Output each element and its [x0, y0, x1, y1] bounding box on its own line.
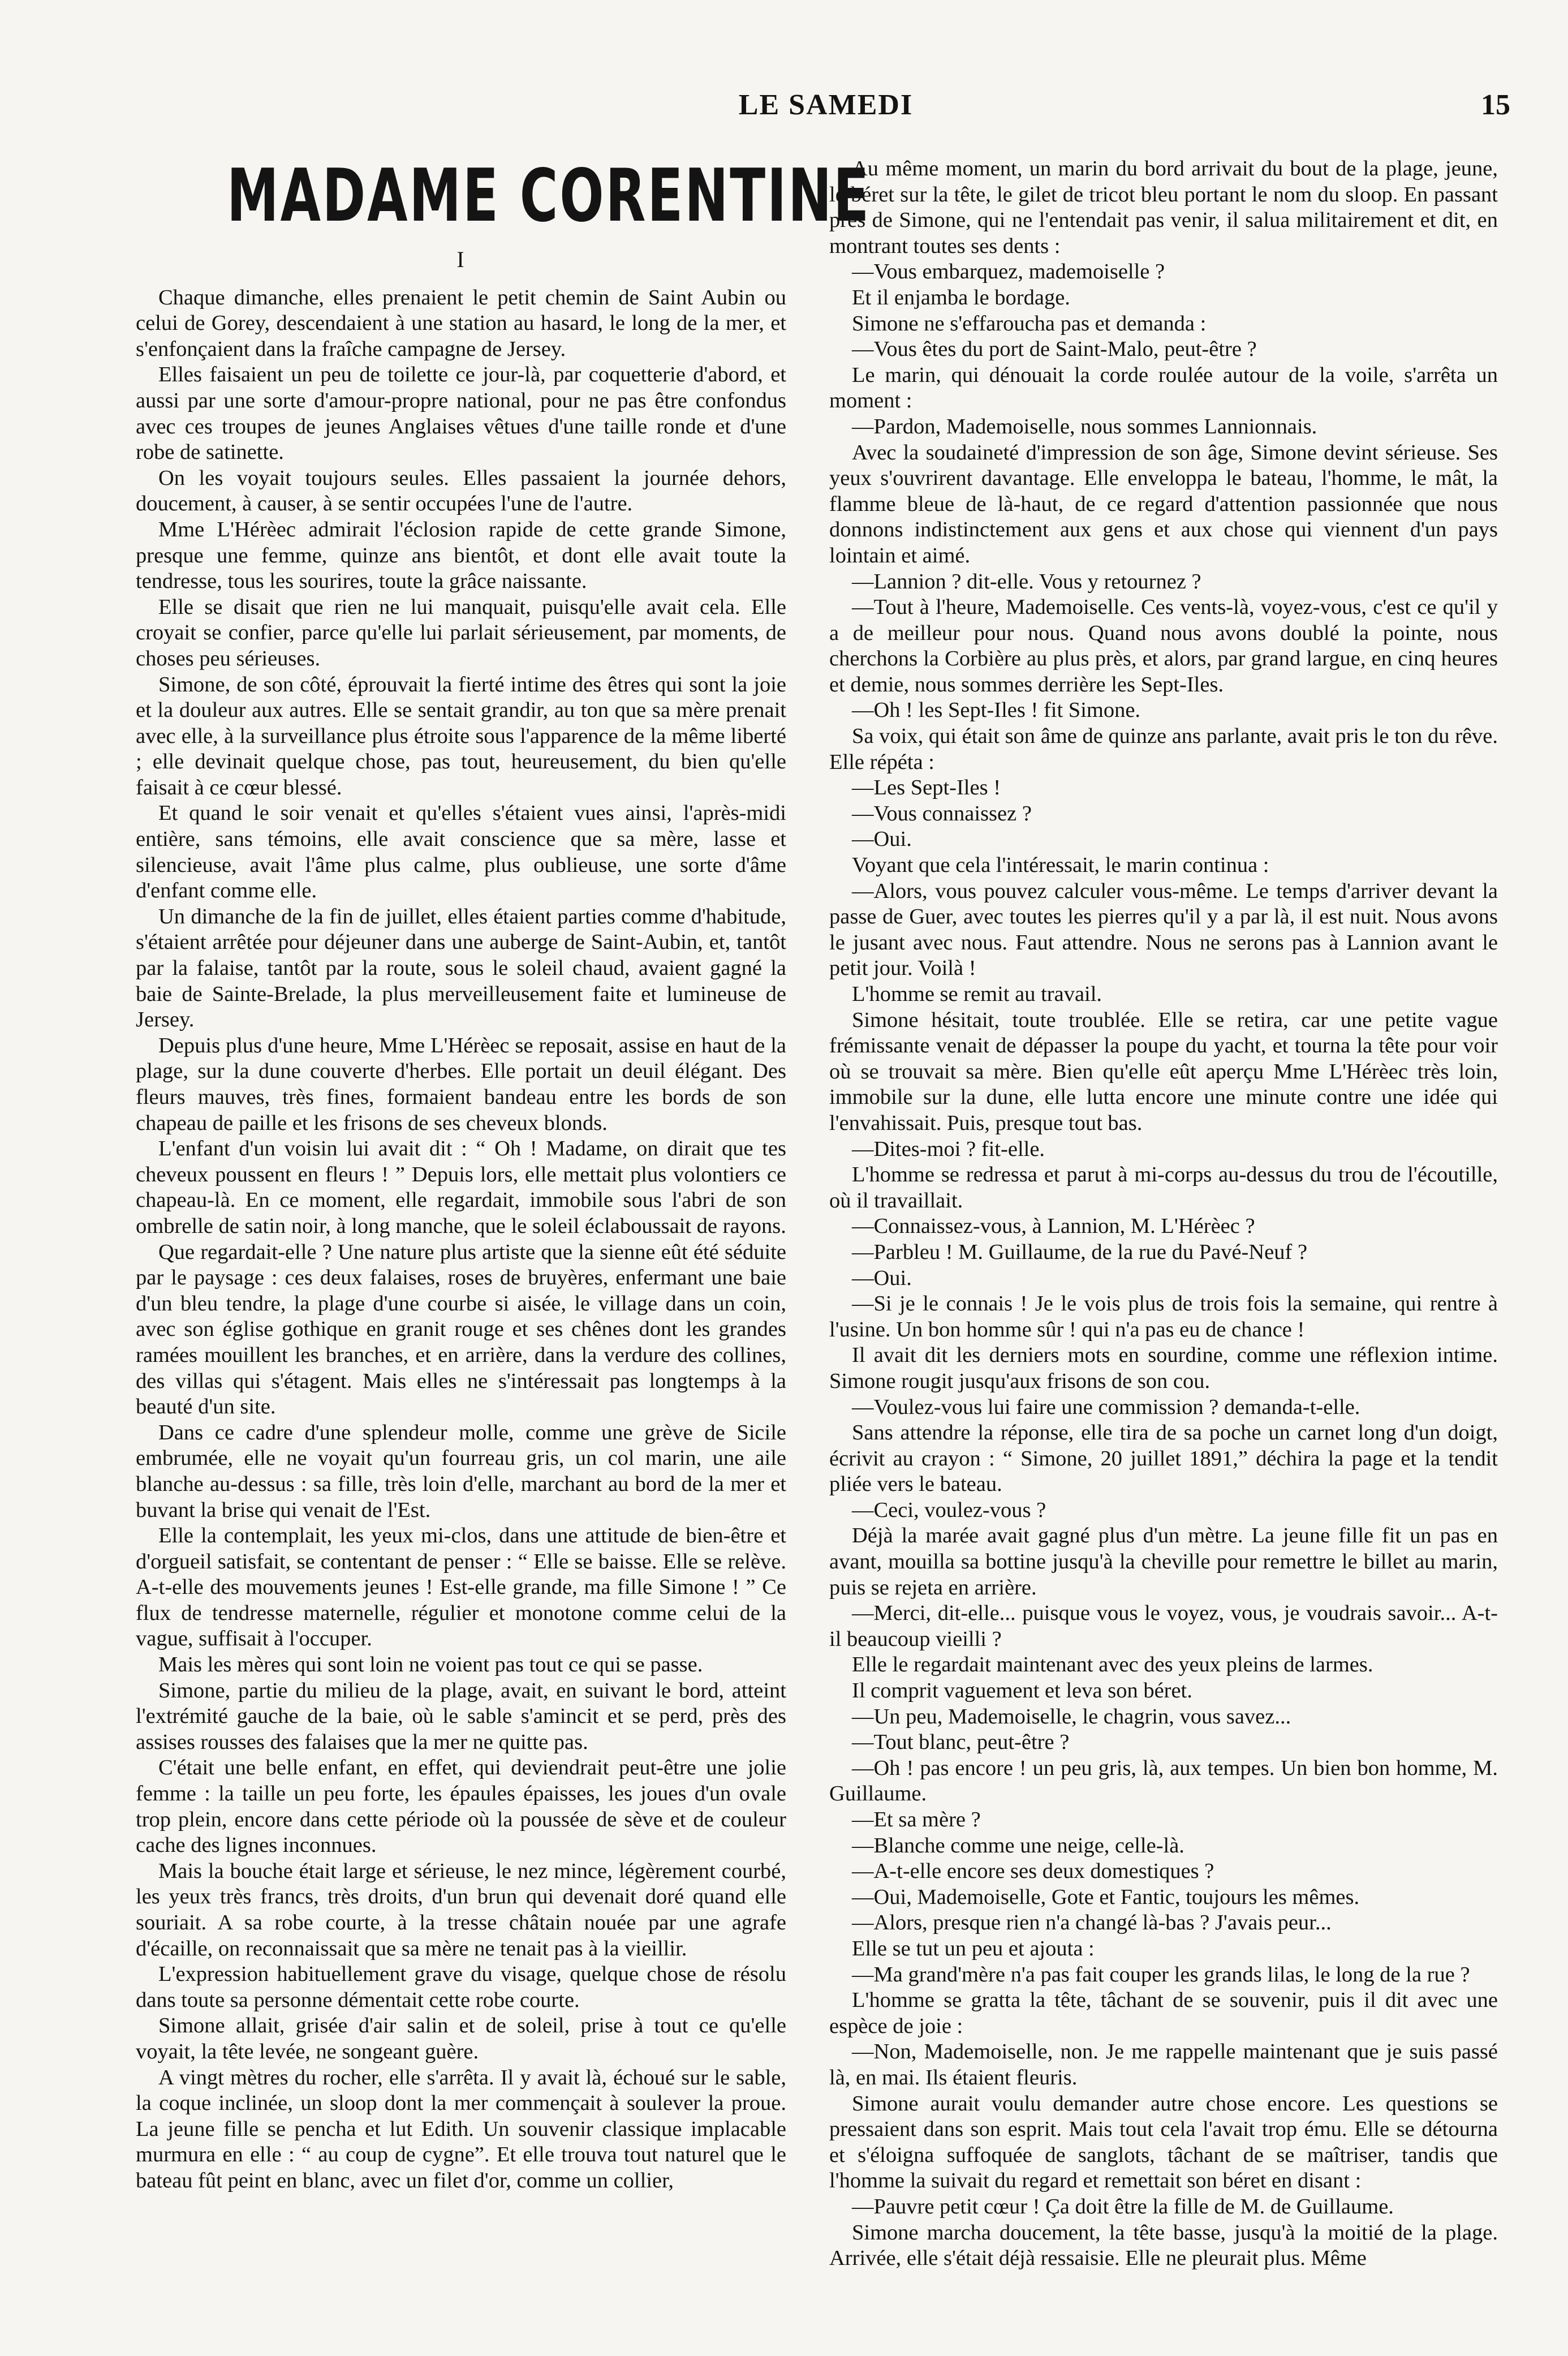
paragraph: Elle se tut un peu et ajouta : [852, 1936, 1095, 1961]
paragraph: —Non, Mademoiselle, non. Je me rappelle maintenant que je suis passé là, en mai. Ils étaient fleuris. [829, 2040, 1498, 2090]
paragraph: Mme L'Hérèec admirait l'éclosion rapide de cette grande Simone, presque une femme, quinze ans bientôt, et dont elle avait toute la tendresse, tous les sourires, toute la grâce naissante. [136, 517, 786, 594]
paragraph: —A-t-elle encore ses deux domestiques ? [852, 1859, 1214, 1884]
paragraph: Simone allait, grisée d'air salin et de soleil, prise à tout ce qu'elle voyait, la tête levée, ne songeant guère. [136, 2014, 786, 2063]
paragraph: Elle se disait que rien ne lui manquait, puisqu'elle avait cela. Elle croyait se confier, parce qu'elle lui parlait sérieusement, par moments, de choses peu sérieuses. [136, 595, 786, 670]
paragraph: —Pauvre petit cœur ! Ça doit être la fille de M. de Guillaume. [852, 2194, 1394, 2219]
paragraph: L'homme se remit au travail. [852, 982, 1102, 1006]
paragraph: Mais les mères qui sont loin ne voient pas tout ce qui se passe. [158, 1653, 703, 1677]
paragraph: —Connaissez-vous, à Lannion, M. L'Hérèec ? [852, 1214, 1255, 1239]
paragraph: —Oui. [852, 827, 912, 852]
paragraph: Simone, partie du milieu de la plage, avait, en suivant le bord, atteint l'extrémité gauche de la baie, où le sable s'amincit et se perd, près des assises rousses des falaises que la mer ne quitte pas. [136, 1678, 786, 1754]
paragraph: —Blanche comme une neige, celle-là. [852, 1833, 1184, 1858]
paragraph: —Oh ! pas encore ! un peu gris, là, aux tempes. Un bien bon homme, M. Guillaume. [829, 1756, 1498, 1806]
paragraph: Elle le regardait maintenant avec des yeux pleins de larmes. [852, 1653, 1373, 1677]
story-title: MADAME CORENTINE [226, 154, 871, 238]
paragraph: —Oui, Mademoiselle, Gote et Fantic, toujours les mêmes. [852, 1885, 1360, 1909]
paragraph: L'expression habituellement grave du visage, quelque chose de résolu dans toute sa personne démentait cette robe courte. [136, 1962, 786, 2012]
paragraph: —Tout à l'heure, Mademoiselle. Ces vents-là, voyez-vous, c'est ce qu'il y a de meilleur pour nous. Quand nous avons doublé la pointe, nous cherchons la Corbière au plus près, et alors, par grand largue, en cinq heures et demie, nous sommes derrière les Sept-Iles. [829, 595, 1498, 697]
paragraph: —Pardon, Mademoiselle, nous sommes Lannionnais. [852, 414, 1317, 438]
paragraph: Sa voix, qui était son âme de quinze ans parlante, avait pris le ton du rêve. Elle répéta : [829, 724, 1498, 774]
left-column [136, 153, 871, 2305]
paragraph: —Un peu, Mademoiselle, le chagrin, vous savez... [852, 1704, 1291, 1729]
page-number: 15 [1481, 89, 1510, 121]
paragraph: Dans ce cadre d'une splendeur molle, comme une grève de Sicile embrumée, elle ne voyait qu'un fourreau gris, un col marin, une aile blanche au-dessus : sa fille, très loin d'elle, marchant au bord de la mer et buvant la brise qui venait de l'Est. [136, 1420, 786, 1522]
paragraph: Depuis plus d'une heure, Mme L'Hérèec se reposait, assise en haut de la plage, sur la dune couverte d'herbes. Elle portait un deuil élégant. Des fleurs mauves, très fines, formaient bandeau entre les bords de son chapeau de paille et les frisons de ses cheveux blonds. [136, 1033, 786, 1135]
paragraph: Simone ne s'effaroucha pas et demanda : [852, 311, 1207, 336]
paragraph: —Vous embarquez, mademoiselle ? [852, 260, 1165, 284]
paragraph: A vingt mètres du rocher, elle s'arrêta. Il y avait là, échoué sur le sable, la coque inclinée, un sloop dont la mer commençait à soulever la proue. La jeune fille se pencha et lut Edith. Un souvenir classique implacable murmura en elle : “ au coup de cygne”. Et elle trouva tout naturel que le bateau fût peint en blanc, avec un filet d'or, comme un collier, [136, 2065, 786, 2192]
paragraph: L'homme se gratta la tête, tâchant de se souvenir, puis il dit avec une espèce de joie : [829, 1988, 1498, 2038]
paragraph: Simone marcha doucement, la tête basse, jusqu'à la moitié de la plage. Arrivée, elle s'était déjà ressaisie. Elle ne pleurait plus. Même [829, 2220, 1498, 2271]
paragraph: Et quand le soir venait et qu'elles s'étaient vues ainsi, l'après-midi entière, sans témoins, elle avait conscience que sa mère, lasse et silencieuse, avait l'âme plus calme, plus oublieuse, une sorte d'âme d'enfant comme elle. [136, 801, 786, 903]
paragraph: Sans attendre la réponse, elle tira de sa poche un carnet long d'un doigt, écrivit au crayon : “ Simone, 20 juillet 1891,” déchira la page et la tendit pliée vers le bateau. [829, 1421, 1498, 1497]
paragraph: —Alors, vous pouvez calculer vous-même. Le temps d'arriver devant la passe de Guer, avec toutes les pierres qu'il y a par là, il est nuit. Nous avons le jusant avec nous. Faut attendre. Nous ne serons pas à Lannion avant le petit jour. Voilà ! [829, 879, 1498, 981]
page-header [136, 85, 1516, 136]
paragraph: —Vous êtes du port de Saint-Malo, peut-être ? [852, 337, 1257, 362]
paragraph: Un dimanche de la fin de juillet, elles étaient parties comme d'habitude, s'étaient arrêtée pour déjeuner dans une auberge de Saint-Aubin, et, tantôt par la falaise, tantôt par la route, sous le soleil chaud, avaient gagné la baie de Sainte-Brelade, la plus merveilleusement faite et lumineuse de Jersey. [136, 904, 786, 1032]
paragraph: —Oh ! les Sept-Iles ! fit Simone. [852, 698, 1141, 723]
paragraph: Simone, de son côté, éprouvait la fierté intime des êtres qui sont la joie et la douleur aux autres. Elle se sentait grandir, au ton que sa mère prenait avec elle, à la surveillance plus étroite sous l'apparence de la même liberté ; elle devinait quelque chose, pas tout, heureusement, du bien qu'elle faisait à ce cœur blessé. [136, 672, 786, 799]
paragraph: —Voulez-vous lui faire une commission ? demanda-t-elle. [852, 1395, 1360, 1419]
chapter-number: I [456, 247, 466, 272]
paragraph: C'était une belle enfant, en effet, qui deviendrait peut-être une jolie femme : la taille un peu forte, les épaules épaisses, les joues d'un ovale trop plein, encore dans cette période où la poussée de sève et de couleur cache des lignes inconnues. [136, 1756, 786, 1858]
paragraph: —Et sa mère ? [852, 1808, 981, 1832]
paragraph: Simone aurait voulu demander autre chose encore. Les questions se pressaient dans son esprit. Mais tout cela l'avait trop ému. Elle se détourna et s'éloigna suffoquée de sanglots, tâchant de se maîtriser, tandis que l'homme la suivait du regard et remettait son béret en disant : [829, 2091, 1498, 2193]
paragraph: Chaque dimanche, elles prenaient le petit chemin de Saint Aubin ou celui de Gorey, descendaient à une station au hasard, le long de la mer, et s'enfonçaient dans la fraîche campagne de Jersey. [136, 285, 786, 361]
paragraph: Il avait dit les derniers mots en sourdine, comme une réflexion intime. Simone rougit jusqu'aux frisons de son cou. [829, 1343, 1498, 1393]
paragraph: Que regardait-elle ? Une nature plus artiste que la sienne eût été séduite par le paysage : ces deux falaises, roses de bruyères, enfermant une baie d'un bleu tendre, la plage d'une courbe si aisée, le village dans un coin, avec son église gothique en granit rouge et ses chênes dont les grandes ramées mouillent les branches, et en arrière, dans la verdure des collines, des villas qui s'étagent. Mais elles ne s'intéressait pas longtemps à la beauté d'un site. [136, 1240, 786, 1419]
paragraph: —Alors, presque rien n'a changé là-bas ? J'avais peur... [852, 1911, 1332, 1935]
paragraph: On les voyait toujours seules. Elles passaient la journée dehors, doucement, à causer, à se sentir occupées l'une de l'autre. [136, 466, 786, 516]
paragraph: —Merci, dit-elle... puisque vous le voyez, vous, je voudrais savoir... A-t-il beaucoup vieilli ? [829, 1601, 1498, 1651]
paragraph: —Oui. [852, 1266, 912, 1290]
paragraph: Déjà la marée avait gagné plus d'un mètre. La jeune fille fit un pas en avant, mouilla sa bottine jusqu'à la cheville pour remettre le billet au marin, puis se rejeta en arrière. [829, 1524, 1498, 1600]
paragraph: Voyant que cela l'intéressait, le marin continua : [852, 853, 1269, 878]
right-column [829, 156, 1498, 2305]
paragraph: —Les Sept-Iles ! [852, 776, 1001, 800]
paragraph: —Parbleu ! M. Guillaume, de la rue du Pavé-Neuf ? [852, 1240, 1308, 1264]
paragraph: Simone hésitait, toute troublée. Elle se retira, car une petite vague frémissante venait de dépasser la poupe du yacht, et tourna la tête pour voir où se trouvait sa mère. Bien qu'elle eût aperçu Mme L'Hérèec très loin, immobile sur la dune, elle lutta encore une minute contre une idée qui l'envahissait. Puis, presque tout bas. [829, 1008, 1498, 1135]
paragraph: L'homme se redressa et parut à mi-corps au-dessus du trou de l'écoutille, où il travaillait. [829, 1163, 1498, 1213]
paragraph: —Lannion ? dit-elle. Vous y retournez ? [852, 569, 1201, 594]
paragraph: —Vous connaissez ? [852, 801, 1032, 826]
paragraph: Et il enjamba le bordage. [852, 285, 1070, 309]
paragraph: Elle la contemplait, les yeux mi-clos, dans une attitude de bien-être et d'orgueil satisfait, se contentant de penser : “ Elle se baisse. Elle se relève. A-t-elle des mouvements jeunes ! Est-elle grande, ma fille Simone ! ” Ce flux de tendresse maternelle, régulier et monotone comme celui de la vague, suffisait à l'occuper. [136, 1524, 786, 1651]
paragraph: Au même moment, un marin du bord arrivait du bout de la plage, jeune, le béret sur la tête, le gilet de tricot bleu portant le nom du sloop. En passant près de Simone, qui ne l'entendait pas venir, il salua militairement et dit, en montrant toutes ses dents : [829, 157, 1498, 258]
paragraph: Il comprit vaguement et leva son béret. [852, 1679, 1192, 1703]
paragraph: —Tout blanc, peut-être ? [852, 1730, 1070, 1755]
paragraph: Mais la bouche était large et sérieuse, le nez mince, légèrement courbé, les yeux très francs, très droits, d'un brun qui devenait doré quand elle souriait. A sa robe courte, à la tresse châtain nouée par une agrafe d'écaille, on reconnaissait que sa mère ne tenait pas à la vieillir. [136, 1859, 786, 1961]
paragraph: Avec la soudaineté d'impression de son âge, Simone devint sérieuse. Ses yeux s'ouvrirent davantage. Elle enveloppa le bateau, l'homme, le mât, la flamme bleue de là-haut, de ce regard d'attention passionnée que nous donnons indistinctement aux gens et aux chose qui viennent d'un pays lointain et aimé. [829, 440, 1498, 567]
paragraph: Elles faisaient un peu de toilette ce jour-là, par coquetterie d'abord, et aussi par une sorte d'amour-propre national, pour ne pas être confondus avec ces troupes de jeunes Anglaises vêtues d'une taille ronde et d'une robe de satinette. [136, 363, 786, 465]
running-title: LE SAMEDI [738, 89, 914, 121]
paragraph: —Dites-moi ? fit-elle. [852, 1137, 1045, 1161]
paragraph: —Ceci, voulez-vous ? [852, 1498, 1046, 1522]
paragraph: —Ma grand'mère n'a pas fait couper les grands lilas, le long de la rue ? [852, 1962, 1470, 1987]
paragraph: L'enfant d'un voisin lui avait dit : “ Oh ! Madame, on dirait que tes cheveux poussent en fleurs ! ” Depuis lors, elle mettait plus volontiers ce chapeau-là. En ce moment, elle regardait, immobile sous l'abri de son ombrelle de satin noir, à long manche, que le soleil éclaboussait de rayons. [136, 1137, 786, 1238]
paragraph: —Si je le connais ! Je le vois plus de trois fois la semaine, qui rentre à l'usine. Un bon homme sûr ! qui n'a pas eu de chance ! [829, 1292, 1498, 1342]
paragraph: Le marin, qui dénouait la corde roulée autour de la voile, s'arrêta un moment : [829, 363, 1498, 413]
